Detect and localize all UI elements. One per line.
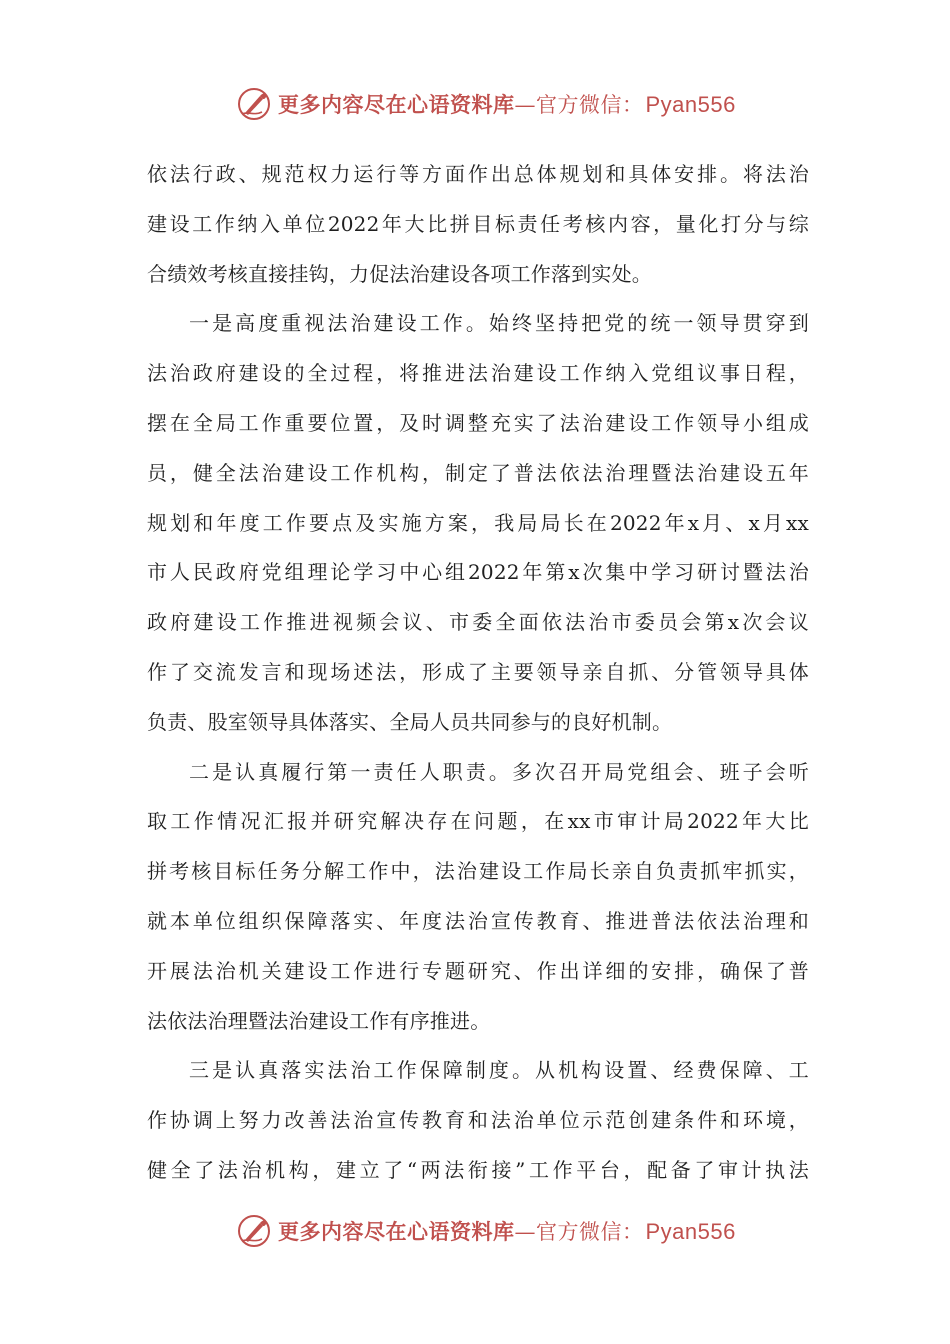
watermark-brand: 更多内容尽在心语资料库 bbox=[278, 1219, 515, 1244]
pen-quill-logo-icon bbox=[236, 86, 272, 122]
text-line: 负责、股室领导具体落实、全局人员共同参与的良好机制。 bbox=[147, 709, 673, 734]
text-line: 依法行政、规范权力运行等方面作出总体规划和具体安排。将法治 bbox=[147, 162, 809, 186]
paragraph bbox=[147, 1046, 809, 1195]
text-line: 三是认真落实法治工作保障制度。从机构设置、经费保障、工 bbox=[189, 1058, 809, 1083]
document-body bbox=[147, 150, 809, 1196]
text-line: 合绩效考核直接挂钩，力促法治建设各项工作落到实处。 bbox=[147, 261, 652, 286]
watermark-brand: 更多内容尽在心语资料库 bbox=[278, 92, 515, 117]
text-line: 一是高度重视法治建设工作。始终坚持把党的统一领导贯穿到 bbox=[189, 311, 809, 336]
watermark-separator: — bbox=[514, 1220, 536, 1244]
text-line: 开展法治机关建设工作进行专题研究、作出详细的安排，确保了普 bbox=[147, 958, 809, 983]
text-line: 二是认真履行第一责任人职责。多次召开局党组会、班子会听 bbox=[189, 759, 809, 784]
text-line: 法依法治理暨法治建设工作有序推进。 bbox=[147, 1008, 491, 1033]
paragraph bbox=[147, 748, 809, 1047]
text-line: 就本单位组织保障落实、年度法治宣传教育、推进普法依法治理和 bbox=[147, 908, 809, 933]
paragraph bbox=[147, 150, 809, 299]
text-line: 摆在全局工作重要位置，及时调整充实了法治建设工作领导小组成 bbox=[147, 410, 809, 435]
pen-quill-logo-icon bbox=[236, 1213, 272, 1249]
watermark-wechat-label: 官方微信： bbox=[536, 93, 644, 117]
text-line: 员，健全法治建设工作机构，制定了普法依法治理暨法治建设五年 bbox=[147, 460, 809, 485]
paragraph bbox=[147, 299, 809, 747]
watermark-wechat-label: 官方微信： bbox=[536, 1220, 644, 1244]
watermark-wechat-id: Pyan556 bbox=[645, 92, 736, 117]
text-line: 拼考核目标任务分解工作中，法治建设工作局长亲自负责抓牢抓实， bbox=[147, 859, 809, 884]
watermark-wechat-id: Pyan556 bbox=[645, 1219, 736, 1244]
text-line: 作协调上努力改善法治宣传教育和法治单位示范创建条件和环境， bbox=[147, 1108, 809, 1133]
text-line: 政府建设工作推进视频会议、市委全面依法治市委员会第x次会议 bbox=[147, 610, 809, 635]
watermark-banner-bottom bbox=[236, 1211, 736, 1251]
watermark-banner-top bbox=[236, 84, 736, 124]
text-line: 取工作情况汇报并研究解决存在问题，在xx市审计局2022年大比 bbox=[147, 809, 809, 834]
text-line: 健全了法治机构，建立了“两法衔接”工作平台，配备了审计执法 bbox=[147, 1157, 809, 1182]
watermark-text bbox=[278, 89, 736, 119]
text-line: 市人民政府党组理论学习中心组2022年第x次集中学习研讨暨法治 bbox=[147, 560, 809, 585]
watermark-text bbox=[278, 1216, 736, 1246]
text-line: 作了交流发言和现场述法，形成了主要领导亲自抓、分管领导具体 bbox=[147, 659, 809, 684]
text-line: 规划和年度工作要点及实施方案，我局局长在2022年x月、x月xx bbox=[147, 510, 809, 535]
text-line: 法治政府建设的全过程，将推进法治建设工作纳入党组议事日程， bbox=[147, 361, 809, 386]
text-line: 建设工作纳入单位2022年大比拼目标责任考核内容，量化打分与综 bbox=[147, 211, 809, 236]
watermark-separator: — bbox=[514, 93, 536, 117]
